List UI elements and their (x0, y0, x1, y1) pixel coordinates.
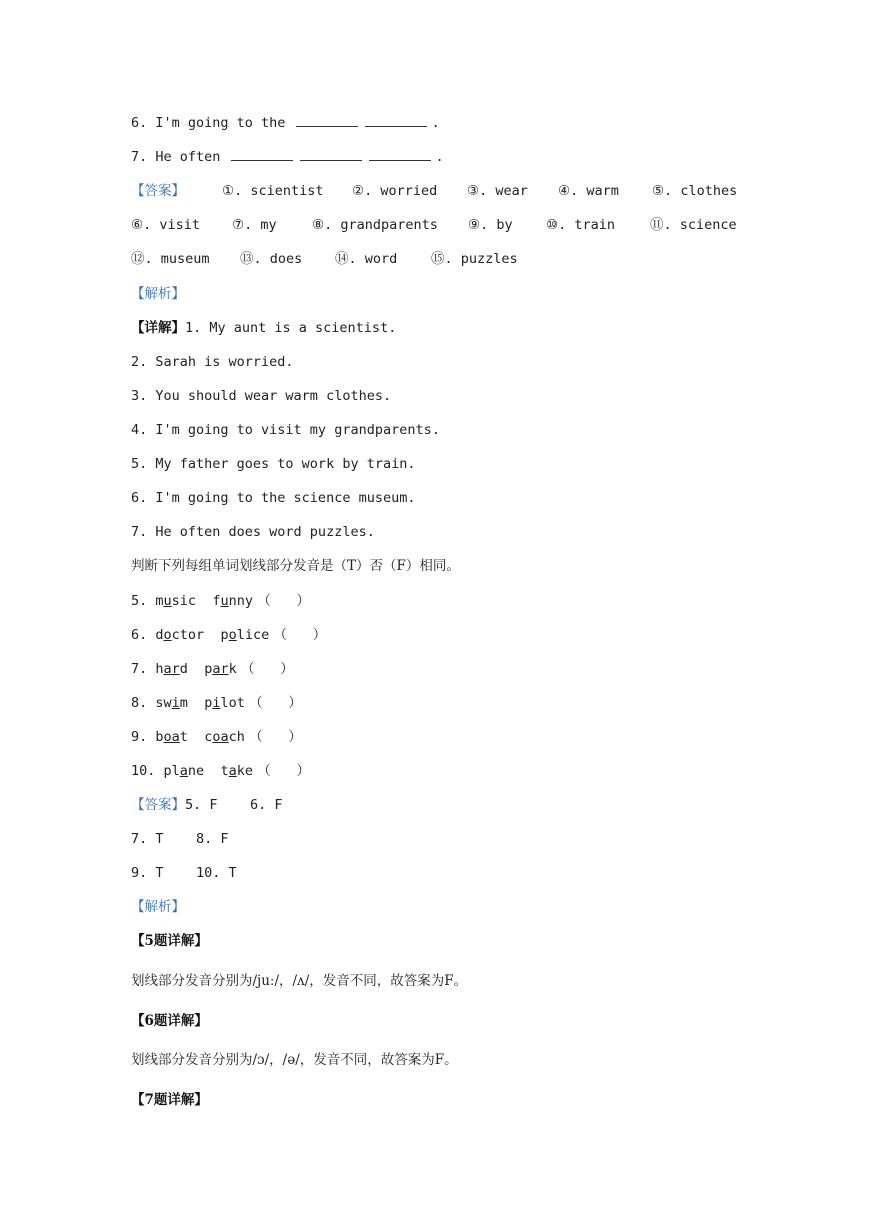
word-part: pl (163, 763, 180, 779)
word-part: d (179, 661, 188, 677)
option-word: wear (495, 183, 528, 199)
word-part: k (228, 661, 237, 677)
answer-blank (296, 114, 358, 127)
word-part: lice (236, 627, 270, 643)
word-part: sw (155, 695, 172, 711)
answer-option (352, 182, 437, 200)
pron-answer-row-2: 7. T 8. F (131, 831, 229, 847)
answer-parentheses: （ ） (244, 695, 302, 711)
underlined-part: u (220, 593, 229, 609)
word-1 (164, 763, 205, 779)
option-number: ⑥. (131, 217, 160, 233)
analysis-tag: 【解析】 (131, 286, 185, 302)
underlined-part: a (179, 763, 188, 779)
word-part: ch (228, 729, 245, 745)
answer-parentheses: （ ） (253, 593, 311, 609)
question-6-text: 6. I'm going to the (131, 115, 286, 131)
option-number: ⑦. (232, 217, 261, 233)
detail-line-4: 4. I'm going to visit my grandparents. (131, 422, 440, 438)
word-2 (204, 729, 245, 745)
word-1 (155, 729, 188, 745)
option-word: puzzles (460, 251, 518, 267)
detail-line-2: 2. Sarah is worried. (131, 354, 294, 370)
explanation-5-text: 划线部分发音分别为/juː/，/ʌ/，发音不同，故答案为F。 (131, 973, 468, 989)
answer-parentheses: （ ） (253, 763, 311, 779)
word-2 (204, 661, 237, 677)
detail-line-3: 3. You should wear warm clothes. (131, 388, 392, 404)
word-2 (220, 627, 269, 643)
word-part: b (155, 729, 164, 745)
item-number: 10. (131, 763, 164, 779)
option-number: ⑤. (652, 183, 681, 199)
answer-option (558, 182, 619, 200)
answer-option (222, 182, 324, 200)
option-word: clothes (680, 183, 738, 199)
answer-text: 5. F 6. F (185, 797, 283, 813)
word-part: p (204, 661, 213, 677)
answer-option (467, 182, 528, 200)
option-number: ⑩. (546, 217, 575, 233)
option-word: worried (380, 183, 438, 199)
option-number: ⑭. (335, 251, 365, 267)
period: . (435, 149, 444, 165)
word-2 (204, 695, 245, 711)
spacer (204, 627, 220, 643)
underlined-part: oa (212, 729, 229, 745)
answer-option (131, 216, 200, 234)
question-7-text: 7. He often (131, 149, 221, 165)
word-part: d (155, 627, 164, 643)
option-number: ⑮. (431, 251, 461, 267)
explanation-6-head: 【6题详解】 (131, 1013, 208, 1029)
word-part: t (179, 729, 188, 745)
answer-option (335, 250, 397, 268)
underlined-part: a (228, 763, 237, 779)
item-number: 7. (131, 661, 156, 677)
option-number: ⑫. (131, 251, 161, 267)
option-word: train (574, 217, 615, 233)
section-instruction: 判断下列每组单词划线部分发音是（T）否（F）相同。 (131, 558, 460, 574)
underlined-part: ar (212, 661, 229, 677)
explanation-5-head: 【5题详解】 (131, 933, 208, 949)
pronunciation-item (131, 592, 310, 610)
option-word: my (260, 217, 277, 233)
detail-line-5: 5. My father goes to work by train. (131, 456, 416, 472)
option-word: by (496, 217, 513, 233)
period: . (431, 115, 440, 131)
item-number: 9. (131, 729, 156, 745)
word-part: ctor (171, 627, 205, 643)
item-number: 6. (131, 627, 156, 643)
answer-option (431, 250, 518, 268)
option-word: scientist (250, 183, 324, 199)
answer-blank (369, 148, 431, 161)
answer-option (131, 250, 210, 268)
explanation-7-head: 【7题详解】 (131, 1092, 208, 1108)
word-part: p (220, 627, 229, 643)
word-1 (155, 593, 196, 609)
word-part: nny (228, 593, 253, 609)
option-number: ⑬. (240, 251, 270, 267)
word-part: t (220, 763, 229, 779)
detail-tag: 【详解】 (131, 320, 185, 336)
question-7-line (131, 148, 444, 166)
answer-blank (300, 148, 362, 161)
option-number: ④. (558, 183, 587, 199)
word-part: lot (220, 695, 245, 711)
option-word: warm (586, 183, 619, 199)
answer-blank (231, 148, 293, 161)
option-word: science (679, 217, 737, 233)
word-part: m (155, 593, 164, 609)
question-6-line (131, 114, 440, 132)
word-part: c (204, 729, 213, 745)
answer-blank (365, 114, 427, 127)
option-word: word (364, 251, 398, 267)
answer-parentheses: （ ） (236, 661, 294, 677)
answer-option (650, 216, 737, 234)
answer-parentheses: （ ） (269, 627, 327, 643)
word-1 (155, 661, 188, 677)
analysis-tag: 【解析】 (131, 899, 185, 915)
word-2 (220, 763, 253, 779)
answer-option (468, 216, 513, 234)
underlined-part: oa (163, 729, 180, 745)
spacer (204, 763, 220, 779)
answer-option (232, 216, 277, 234)
option-number: ⑪. (650, 217, 680, 233)
item-number: 5. (131, 593, 156, 609)
pron-answer-row-3: 9. T 10. T (131, 865, 237, 881)
underlined-part: u (163, 593, 172, 609)
word-part: sic (171, 593, 197, 609)
option-word: museum (160, 251, 210, 267)
explanation-6-text: 划线部分发音分别为/ɔ/，/ə/，发音不同，故答案为F。 (131, 1052, 458, 1068)
detail-line-7: 7. He often does word puzzles. (131, 524, 375, 540)
option-number: ①. (222, 183, 251, 199)
option-number: ②. (352, 183, 381, 199)
detail-text: 1. My aunt is a scientist. (185, 320, 397, 336)
word-part: p (204, 695, 213, 711)
option-word: grandparents (340, 217, 438, 233)
underlined-part: o (228, 627, 237, 643)
answer-parentheses: （ ） (244, 729, 302, 745)
option-number: ③. (467, 183, 496, 199)
item-number: 8. (131, 695, 156, 711)
spacer (196, 593, 212, 609)
answer-option (652, 182, 737, 200)
underlined-part: ar (163, 661, 180, 677)
detail-line-1 (131, 319, 396, 337)
word-1 (155, 695, 188, 711)
option-number: ⑧. (312, 217, 341, 233)
spacer (188, 661, 204, 677)
word-1 (155, 627, 204, 643)
word-part: ne (187, 763, 205, 779)
underlined-part: i (171, 695, 180, 711)
underlined-part: o (163, 627, 172, 643)
answer-option (546, 216, 615, 234)
pronunciation-item (131, 660, 294, 678)
pron-answer-row-1 (131, 796, 283, 814)
word-part: m (179, 695, 188, 711)
pronunciation-item (131, 728, 302, 746)
word-part: ke (236, 763, 253, 779)
option-word: does (269, 251, 303, 267)
word-2 (212, 593, 253, 609)
word-part: h (155, 661, 164, 677)
option-number: ⑨. (468, 217, 497, 233)
spacer (188, 695, 204, 711)
spacer (188, 729, 204, 745)
pronunciation-item (131, 762, 310, 780)
answer-option (312, 216, 438, 234)
word-part: f (212, 593, 221, 609)
pronunciation-item (131, 694, 302, 712)
detail-line-6: 6. I'm going to the science museum. (131, 490, 416, 506)
answer-tag: 【答案】 (131, 183, 185, 199)
option-word: visit (159, 217, 200, 233)
pronunciation-item (131, 626, 326, 644)
underlined-part: i (212, 695, 221, 711)
answer-tag: 【答案】 (131, 797, 185, 813)
answer-option (240, 250, 302, 268)
